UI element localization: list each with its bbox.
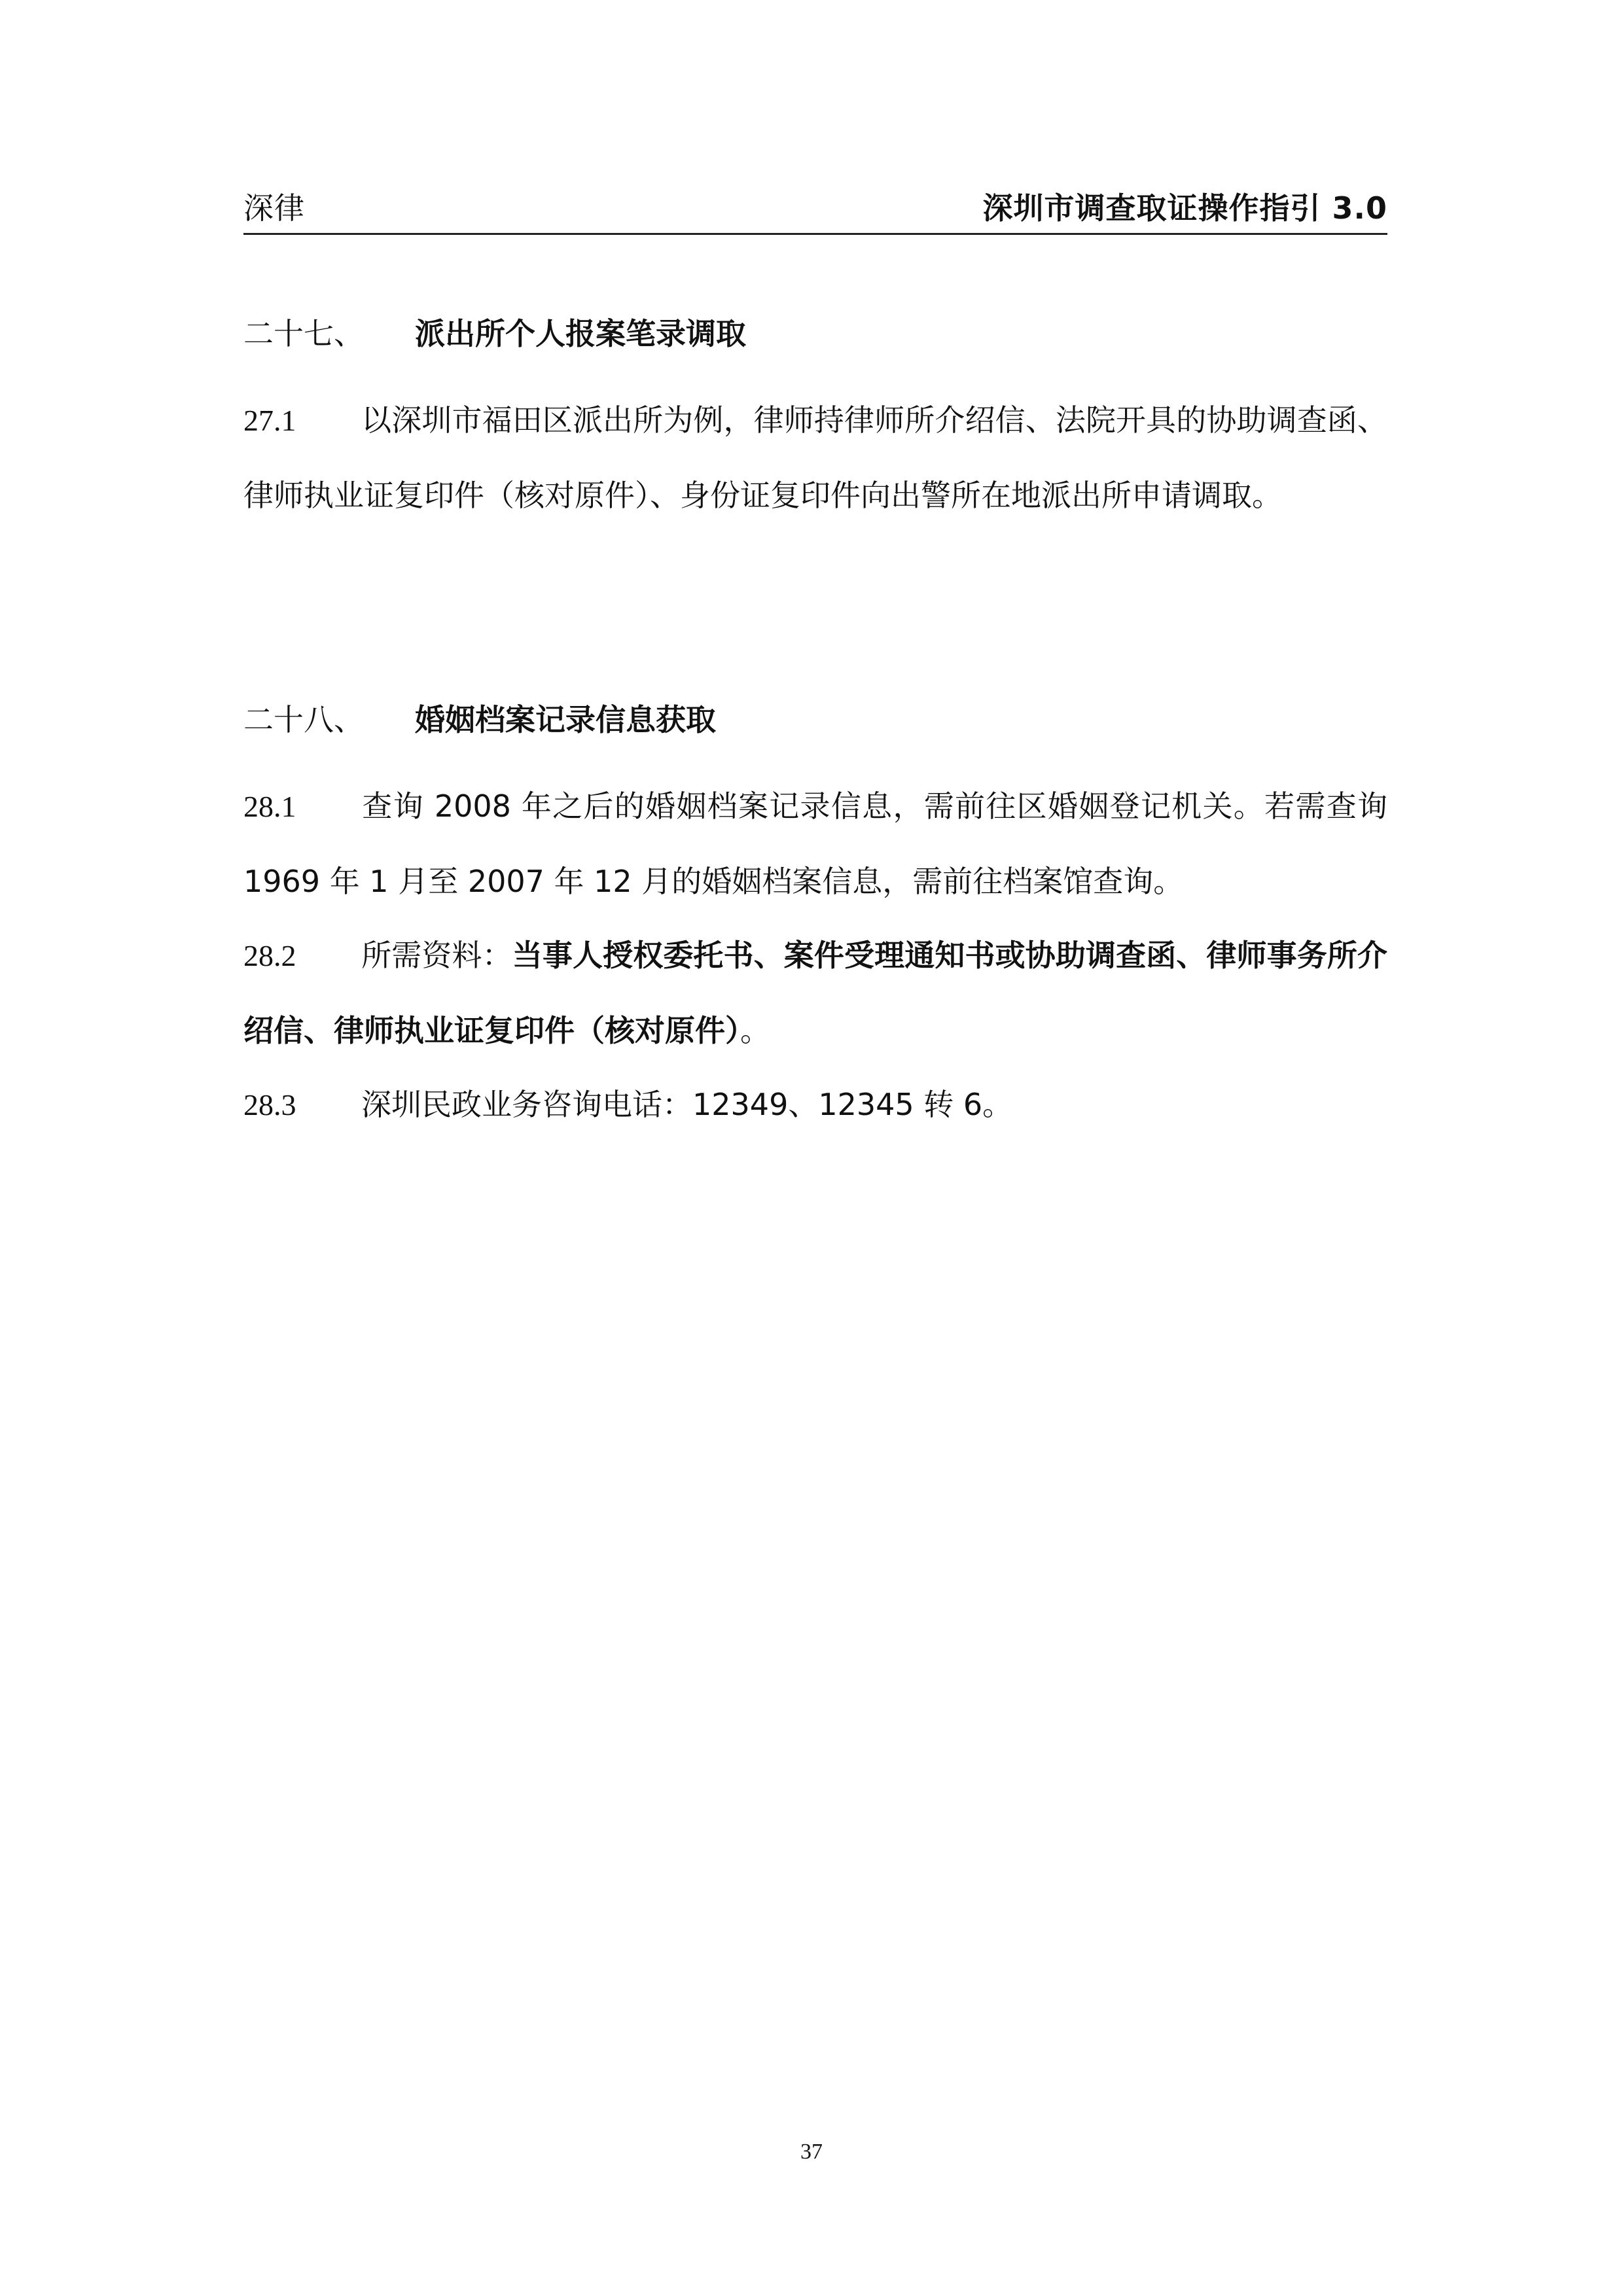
paragraph-28-2 [243,918,1387,1068]
paragraph-prefix: 所需资料： [361,938,512,973]
paragraph-bold-text: 当事人授权委托书、案件受理通知书或协助调查函、律师事务所介绍信、律师执业证复印件（核对原件） [243,938,1388,1048]
paragraph-28-1 [243,769,1387,919]
section-number: 二十八、 [243,702,364,737]
header-document-title: 深圳市调查取证操作指引 3.0 [982,190,1387,226]
paragraph-text: 以深圳市福田区派出所为例，律师持律师所介绍信、法院开具的协助调查函、律师执业证复印件（核对原件）、身份证复印件向出警所在地派出所申请调取。 [243,402,1387,513]
page-header [243,187,1387,235]
paragraph-number: 27.1 [243,404,296,437]
page-number: 37 [800,2140,823,2164]
section-heading-27 [243,314,1387,353]
paragraph-number: 28.3 [243,1088,296,1122]
section-title: 婚姻档案记录信息获取 [415,702,716,737]
paragraph-27-1 [243,383,1387,533]
paragraph-suffix: 。 [740,1013,770,1048]
section-title: 派出所个人报案笔录调取 [415,316,746,351]
section-heading-28 [243,700,1387,739]
paragraph-text: 深圳民政业务咨询电话：12349、12345 转 6。 [361,1087,1013,1122]
paragraph-number: 28.1 [243,790,296,823]
paragraph-text: 查询 2008 年之后的婚姻档案记录信息，需前往区婚姻登记机关。若需查询 1969 年 1 月至 2007 年 12 月的婚姻档案信息，需前往档案馆查询。 [243,788,1387,899]
paragraph-28-3 [243,1067,1387,1142]
paragraph-number: 28.2 [243,939,296,972]
header-left-text: 深律 [243,190,305,226]
section-number: 二十七、 [243,316,364,351]
